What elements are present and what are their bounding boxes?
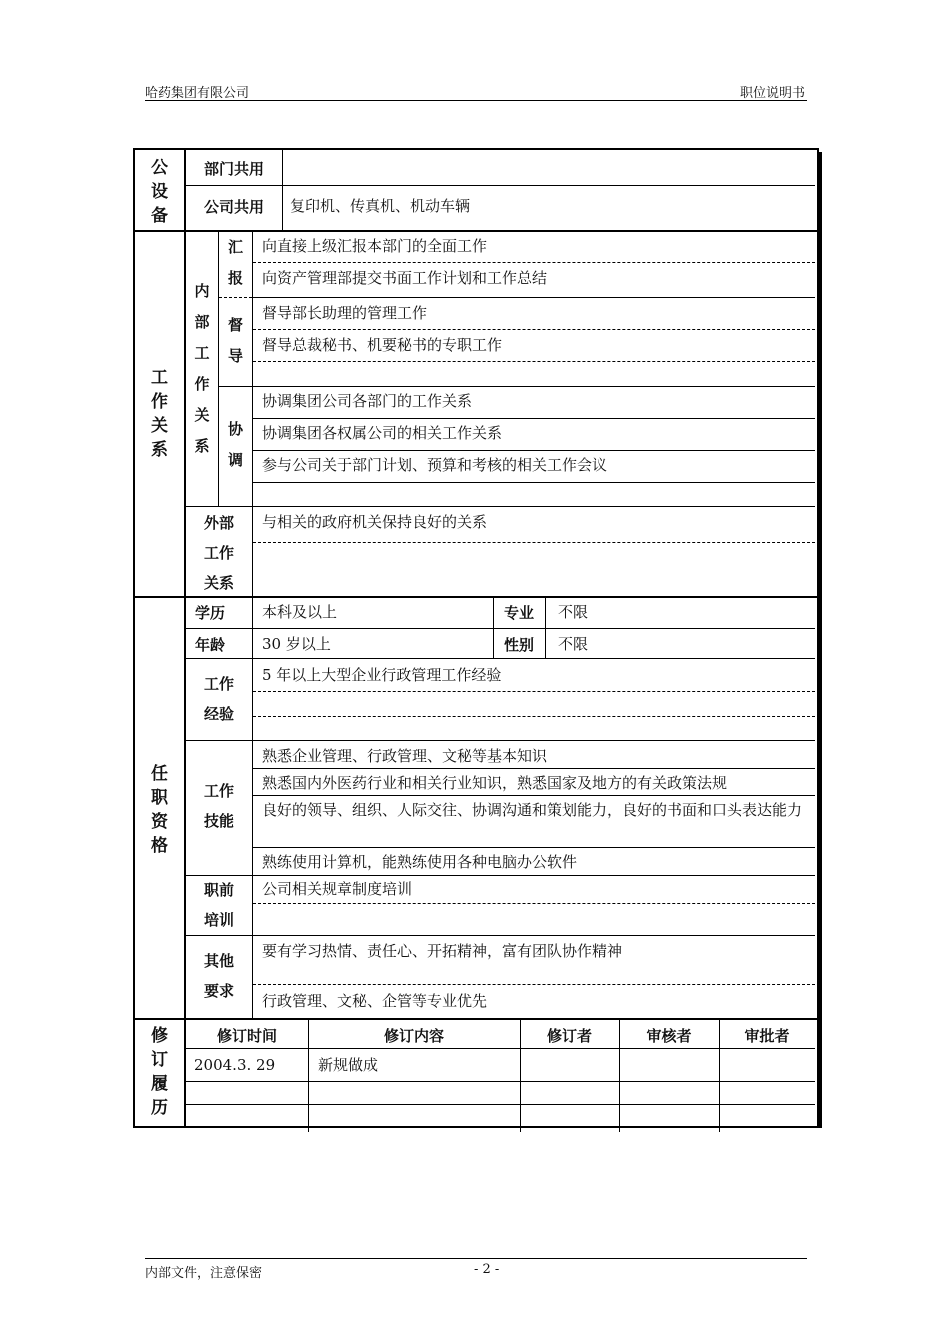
major-label: 专业 [503, 604, 534, 622]
document-title: 职位说明书 [739, 86, 805, 101]
skills-label: 工作技能 [203, 782, 234, 830]
section-equipment-title: 公设备 [151, 158, 168, 226]
dashed-line [253, 691, 815, 692]
section-revision-title: 修订履历 [151, 1026, 168, 1118]
company-name: 哈药集团有限公司 [145, 86, 250, 101]
revision-header-content: 修订内容 [383, 1027, 444, 1045]
page-number: - 2 - [474, 1262, 500, 1277]
row-line [253, 795, 815, 796]
dashed-line [253, 329, 815, 330]
row-line [186, 185, 815, 186]
row-line [219, 386, 815, 387]
dashed-line [253, 542, 815, 543]
row-line [186, 1048, 815, 1049]
report-label: 汇报 [228, 238, 244, 287]
dashed-line [253, 903, 815, 904]
gender-value: 不限 [558, 635, 589, 653]
revision-header-date: 修订时间 [216, 1027, 277, 1045]
section-qualifications-title: 任职资格 [151, 764, 168, 856]
training-item: 公司相关规章制度培训 [262, 880, 413, 898]
dashed-line [253, 262, 815, 263]
row-line [253, 418, 815, 419]
dashed-line [253, 716, 815, 717]
gender-label: 性别 [503, 636, 534, 654]
row-line [186, 628, 815, 629]
training-label: 职前培训 [203, 881, 234, 929]
skill-item: 熟练使用计算机，能熟练使用各种电脑办公软件 [262, 853, 578, 871]
major-value: 不限 [558, 603, 589, 621]
skill-item: 熟悉国内外医药行业和相关行业知识，熟悉国家及地方的有关政策法规 [262, 774, 728, 792]
age-label: 年龄 [194, 636, 225, 654]
coordinate-item: 参与公司关于部门计划、预算和考核的相关工作会议 [262, 456, 608, 474]
skill-item: 良好的领导、组织、人际交往、协调沟通和策划能力，良好的书面和口头表达能力 [262, 801, 803, 819]
report-item: 向直接上级汇报本部门的全面工作 [262, 237, 488, 255]
supervise-label: 督导 [228, 316, 244, 365]
other-requirements-label: 其他要求 [203, 952, 234, 1000]
row-line [253, 768, 815, 769]
row-line [186, 1081, 815, 1082]
skill-item: 熟悉企业管理、行政管理、文秘等基本知识 [262, 747, 548, 765]
internal-relations-label: 内部工作关系 [194, 282, 210, 455]
dept-shared-label: 部门共用 [203, 160, 264, 178]
other-item: 要有学习热情、责任心、开拓精神，富有团队协作精神 [262, 942, 623, 960]
row-line [186, 875, 815, 876]
education-value: 本科及以上 [262, 603, 338, 621]
revision-header-approver: 审批者 [744, 1027, 790, 1045]
header-rule [145, 100, 807, 101]
report-item: 向资产管理部提交书面工作计划和工作总结 [262, 269, 548, 287]
confidential-note: 内部文件，注意保密 [145, 1266, 263, 1281]
revision-header-reviewer: 审核者 [646, 1027, 692, 1045]
supervise-item: 督导部长助理的管理工作 [262, 304, 428, 322]
revision-content: 新规做成 [318, 1056, 379, 1074]
coordinate-label: 协调 [228, 420, 244, 469]
row-line [186, 740, 815, 741]
dashed-line [253, 361, 815, 362]
company-shared-value: 复印机、传真机、机动车辆 [290, 197, 471, 215]
dashed-line [253, 984, 815, 985]
external-item: 与相关的政府机关保持良好的关系 [262, 513, 488, 531]
row-line [186, 1104, 815, 1105]
external-relations-label: 外部工作关系 [203, 514, 234, 592]
coordinate-item: 协调集团各权属公司的相关工作关系 [262, 424, 503, 442]
experience-item: 5 年以上大型企业行政管理工作经验 [262, 666, 502, 684]
experience-label: 工作经验 [203, 675, 234, 723]
education-label: 学历 [194, 604, 225, 622]
row-line [186, 935, 815, 936]
supervise-item: 督导总裁秘书、机要秘书的专职工作 [262, 336, 503, 354]
other-item: 行政管理、文秘、企管等专业优先 [262, 992, 488, 1010]
company-shared-label: 公司共用 [203, 198, 264, 216]
row-line [253, 297, 815, 298]
row-line [253, 482, 815, 483]
col-line [282, 150, 283, 230]
row-line [253, 847, 815, 848]
row-line [253, 450, 815, 451]
revision-date: 2004.3. 29 [194, 1056, 276, 1074]
section-divider [135, 1018, 817, 1020]
col-line [252, 598, 253, 1018]
section-relations-title: 工作关系 [151, 368, 168, 460]
age-value: 30 岁以上 [262, 635, 331, 653]
footer-rule [145, 1258, 807, 1259]
row-line [186, 658, 815, 659]
revision-header-reviser: 修订者 [546, 1027, 592, 1045]
dashed-line [219, 297, 252, 298]
row-line [186, 506, 815, 507]
coordinate-item: 协调集团公司各部门的工作关系 [262, 392, 473, 410]
